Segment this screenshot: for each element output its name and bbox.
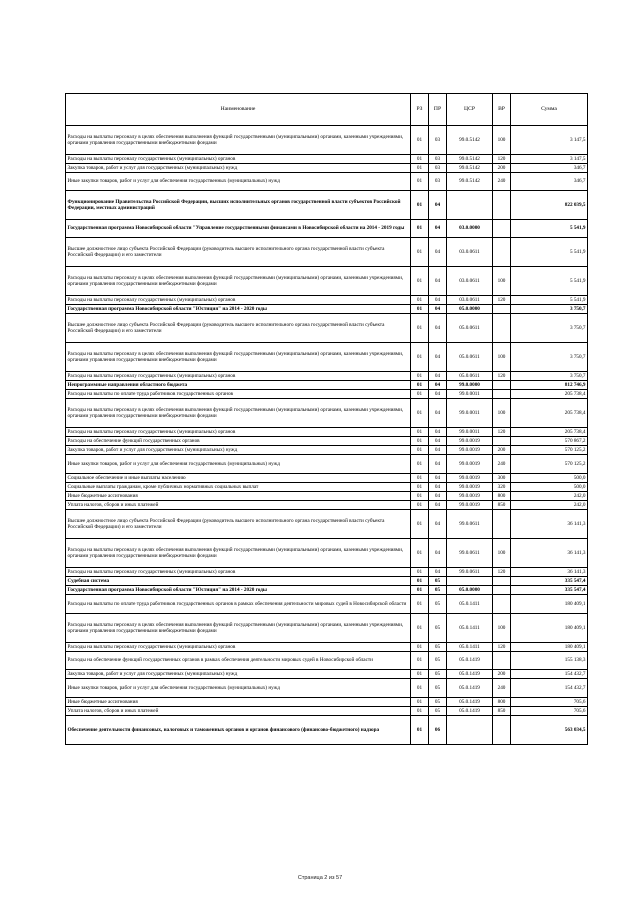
cell-vr [493, 381, 511, 390]
cell-name: Расходы на выплаты по оплате труда работников государственных органов в рамках обеспечения деятельности мировых судей в Новосибирской области [66, 595, 411, 614]
table-row [66, 372, 588, 381]
cell-vr: 850 [493, 501, 511, 510]
cell-csr: 05.0.0000 [447, 305, 493, 314]
cell-csr: 05.0.1419 [447, 670, 493, 679]
cell-vr [493, 390, 511, 399]
cell-sum: 3 750,7 [511, 372, 588, 381]
cell-vr: 240 [493, 173, 511, 191]
cell-rz: 01 [411, 437, 429, 446]
cell-rz: 01 [411, 455, 429, 474]
cell-csr: 99.0.0011 [447, 399, 493, 428]
table-row [66, 586, 588, 595]
cell-name: Иные закупки товаров, работ и услуг для обеспечения государственных (муниципальных) нужд [66, 173, 411, 191]
table-row [66, 716, 588, 745]
cell-csr: 05.0.1411 [447, 643, 493, 652]
cell-vr: 100 [493, 399, 511, 428]
cell-csr: 05.0.1419 [447, 679, 493, 698]
cell-pr: 04 [429, 428, 447, 437]
cell-rz: 01 [411, 191, 429, 220]
cell-vr: 100 [493, 539, 511, 568]
cell-sum: 570 125,2 [511, 455, 588, 474]
cell-name: Высшее должностное лицо субъекта Российской Федерации (руководитель высшего исполнительного органа государственной власти субъекта Российской Федерации) и его заместители [66, 510, 411, 539]
cell-pr: 04 [429, 238, 447, 267]
cell-name: Расходы на выплаты персоналу государственных (муниципальных) органов [66, 428, 411, 437]
cell-pr: 05 [429, 577, 447, 586]
cell-rz: 01 [411, 643, 429, 652]
cell-rz: 01 [411, 399, 429, 428]
cell-name: Государственная программа Новосибирской области "Управление государственными финансами в Новосибирской области на 2014 - 2019 годы [66, 220, 411, 238]
cell-name: Расходы на выплаты по оплате труда работников государственных органов [66, 390, 411, 399]
table-row [66, 267, 588, 296]
cell-sum: 180 409,1 [511, 643, 588, 652]
cell-csr: 03.0.0611 [447, 267, 493, 296]
cell-sum: 346,7 [511, 164, 588, 173]
table-row [66, 492, 588, 501]
cell-rz: 01 [411, 595, 429, 614]
cell-csr [447, 191, 493, 220]
table-row [66, 305, 588, 314]
cell-pr: 04 [429, 399, 447, 428]
cell-pr: 05 [429, 643, 447, 652]
cell-vr: 800 [493, 492, 511, 501]
table-row [66, 428, 588, 437]
budget-table [65, 93, 588, 745]
cell-vr: 120 [493, 372, 511, 381]
cell-pr: 04 [429, 314, 447, 343]
cell-sum: 180 409,1 [511, 595, 588, 614]
cell-pr: 05 [429, 698, 447, 707]
cell-sum: 705,6 [511, 707, 588, 716]
cell-name: Непрограммные направления областного бюджета [66, 381, 411, 390]
table-row [66, 483, 588, 492]
cell-name: Расходы на обеспечение функций государственных органов в рамках обеспечения деятельности мировых судей в Новосибирской области [66, 652, 411, 670]
table-row [66, 399, 588, 428]
cell-vr: 320 [493, 483, 511, 492]
cell-sum: 3 750,7 [511, 305, 588, 314]
cell-name: Государственная программа Новосибирской области "Юстиция" на 2014 - 2020 годы [66, 305, 411, 314]
page-footer: Страница 2 из 57 [297, 875, 343, 881]
cell-csr: 99.0.0011 [447, 390, 493, 399]
cell-rz: 01 [411, 126, 429, 155]
cell-sum: 500,0 [511, 474, 588, 483]
table-row [66, 437, 588, 446]
cell-pr: 05 [429, 679, 447, 698]
cell-sum: 335 547,4 [511, 586, 588, 595]
cell-name: Расходы на выплаты персоналу государственных (муниципальных) органов [66, 372, 411, 381]
cell-name: Расходы на выплаты персоналу государственных (муниципальных) органов [66, 296, 411, 305]
cell-name: Функционирование Правительства Российской Федерации, высших исполнительных органов государственной власти субъектов Российской Федерации, местных администраций [66, 191, 411, 220]
cell-sum: 812 746,9 [511, 381, 588, 390]
cell-name: Иные бюджетные ассигнования [66, 492, 411, 501]
cell-pr: 06 [429, 716, 447, 745]
cell-rz: 01 [411, 267, 429, 296]
cell-rz: 01 [411, 568, 429, 577]
cell-name: Расходы на выплаты персоналу государственных (муниципальных) органов [66, 568, 411, 577]
cell-pr: 04 [429, 446, 447, 455]
cell-sum: 242,0 [511, 501, 588, 510]
cell-vr [493, 220, 511, 238]
cell-rz: 01 [411, 492, 429, 501]
cell-name: Высшее должностное лицо субъекта Российской Федерации (руководитель высшего исполнительного органа государственной власти субъекта Российской Федерации) и его заместители [66, 238, 411, 267]
cell-name: Иные бюджетные ассигнования [66, 698, 411, 707]
cell-rz: 01 [411, 698, 429, 707]
cell-pr: 04 [429, 510, 447, 539]
cell-pr: 04 [429, 381, 447, 390]
cell-vr [493, 652, 511, 670]
table-row [66, 296, 588, 305]
cell-vr [493, 586, 511, 595]
cell-vr: 100 [493, 614, 511, 643]
cell-pr: 05 [429, 652, 447, 670]
cell-rz: 01 [411, 501, 429, 510]
cell-sum: 705,6 [511, 698, 588, 707]
cell-pr: 04 [429, 455, 447, 474]
cell-sum: 242,0 [511, 492, 588, 501]
cell-rz: 01 [411, 372, 429, 381]
cell-pr: 04 [429, 483, 447, 492]
cell-sum: 5 541,9 [511, 267, 588, 296]
cell-name: Судебная система [66, 577, 411, 586]
cell-name: Расходы на выплаты персоналу в целях обеспечения выполнения функций государственными (муниципальными) органами, казенными учреждениями, органами управления государственными внебюджетными фондами [66, 399, 411, 428]
cell-csr: 05.0.1411 [447, 595, 493, 614]
cell-csr: 05.0.0611 [447, 372, 493, 381]
table-row [66, 698, 588, 707]
table-header-row [66, 94, 588, 126]
cell-csr: 05.0.1419 [447, 652, 493, 670]
cell-name: Расходы на выплаты персоналу в целях обеспечения выполнения функций государственными (муниципальными) органами, казенными учреждениями, органами управления государственными внебюджетными фондами [66, 126, 411, 155]
cell-vr: 240 [493, 455, 511, 474]
cell-csr [447, 577, 493, 586]
cell-sum: 155 138,3 [511, 652, 588, 670]
table-row [66, 238, 588, 267]
cell-csr: 99.0.5142 [447, 155, 493, 164]
table-row [66, 501, 588, 510]
cell-csr: 05.0.0000 [447, 586, 493, 595]
cell-sum: 563 034,5 [511, 716, 588, 745]
cell-csr: 99.0.0019 [447, 446, 493, 455]
cell-rz: 01 [411, 155, 429, 164]
cell-vr [493, 305, 511, 314]
cell-vr [493, 314, 511, 343]
cell-csr [447, 716, 493, 745]
cell-csr: 99.0.0611 [447, 510, 493, 539]
cell-name: Закупка товаров, работ и услуг для государственных (муниципальных) нужд [66, 446, 411, 455]
cell-csr: 99.0.0611 [447, 568, 493, 577]
header-vr: ВР [493, 94, 511, 126]
cell-rz: 01 [411, 483, 429, 492]
cell-sum: 205 738,4 [511, 390, 588, 399]
cell-csr: 05.0.0611 [447, 343, 493, 372]
cell-sum: 822 039,5 [511, 191, 588, 220]
cell-name: Высшее должностное лицо субъекта Российской Федерации (руководитель высшего исполнительного органа государственной власти субъекта Российской Федерации) и его заместители [66, 314, 411, 343]
table-row [66, 568, 588, 577]
header-sum: Сумма [511, 94, 588, 126]
cell-sum: 205 738,4 [511, 399, 588, 428]
cell-sum: 205 738,4 [511, 428, 588, 437]
table-row [66, 381, 588, 390]
cell-csr: 99.0.5142 [447, 126, 493, 155]
cell-name: Иные закупки товаров, работ и услуг для обеспечения государственных (муниципальных) нужд [66, 455, 411, 474]
table-row [66, 510, 588, 539]
cell-sum: 5 541,9 [511, 238, 588, 267]
cell-rz: 01 [411, 305, 429, 314]
cell-csr: 03.0.0000 [447, 220, 493, 238]
cell-vr: 120 [493, 643, 511, 652]
table-row [66, 126, 588, 155]
cell-vr: 850 [493, 707, 511, 716]
cell-rz: 01 [411, 586, 429, 595]
cell-name: Расходы на выплаты персоналу государственных (муниципальных) органов [66, 155, 411, 164]
cell-csr: 05.0.1419 [447, 707, 493, 716]
cell-csr: 99.0.0019 [447, 437, 493, 446]
cell-name: Социальные выплаты гражданам, кроме публичных нормативных социальных выплат [66, 483, 411, 492]
header-name: Наименование [66, 94, 411, 126]
cell-csr: 99.0.0019 [447, 501, 493, 510]
table-row [66, 155, 588, 164]
cell-csr: 99.0.0019 [447, 474, 493, 483]
cell-vr: 120 [493, 428, 511, 437]
cell-vr: 120 [493, 155, 511, 164]
cell-rz: 01 [411, 539, 429, 568]
table-body [66, 126, 588, 745]
cell-name: Закупка товаров, работ и услуг для государственных (муниципальных) нужд [66, 164, 411, 173]
cell-vr: 300 [493, 474, 511, 483]
cell-name: Государственная программа Новосибирской области "Юстиция" на 2014 - 2020 годы [66, 586, 411, 595]
cell-rz: 01 [411, 446, 429, 455]
table-row [66, 474, 588, 483]
cell-pr: 04 [429, 501, 447, 510]
cell-csr: 99.0.0611 [447, 539, 493, 568]
table-row [66, 643, 588, 652]
cell-sum: 500,0 [511, 483, 588, 492]
header-rz: РЗ [411, 94, 429, 126]
cell-rz: 01 [411, 652, 429, 670]
cell-vr [493, 510, 511, 539]
cell-pr: 03 [429, 126, 447, 155]
cell-name: Социальное обеспечение и иные выплаты населению [66, 474, 411, 483]
cell-pr: 03 [429, 155, 447, 164]
cell-name: Расходы на выплаты персоналу в целях обеспечения выполнения функций государственными (муниципальными) органами, казенными учреждениями, органами управления государственными внебюджетными фондами [66, 343, 411, 372]
table-row [66, 446, 588, 455]
cell-sum: 3 750,7 [511, 343, 588, 372]
cell-csr: 03.0.0611 [447, 238, 493, 267]
cell-vr [493, 238, 511, 267]
cell-name: Иные закупки товаров, работ и услуг для обеспечения государственных (муниципальных) нужд [66, 679, 411, 698]
cell-rz: 01 [411, 343, 429, 372]
cell-sum: 570 867,2 [511, 437, 588, 446]
cell-name: Закупка товаров, работ и услуг для государственных (муниципальных) нужд [66, 670, 411, 679]
table-row [66, 220, 588, 238]
cell-rz: 01 [411, 238, 429, 267]
cell-name: Расходы на выплаты персоналу в целях обеспечения выполнения функций государственными (муниципальными) органами, казенными учреждениями, органами управления государственными внебюджетными фондами [66, 614, 411, 643]
cell-vr: 100 [493, 267, 511, 296]
cell-rz: 01 [411, 510, 429, 539]
cell-rz: 01 [411, 577, 429, 586]
cell-vr: 800 [493, 698, 511, 707]
table-row [66, 614, 588, 643]
cell-vr [493, 595, 511, 614]
cell-vr: 200 [493, 164, 511, 173]
cell-rz: 01 [411, 716, 429, 745]
header-csr: ЦСР [447, 94, 493, 126]
cell-sum: 335 547,4 [511, 577, 588, 586]
cell-pr: 04 [429, 220, 447, 238]
cell-name: Расходы на обеспечение функций государственных органов [66, 437, 411, 446]
cell-pr: 04 [429, 191, 447, 220]
cell-vr: 120 [493, 568, 511, 577]
cell-name: Расходы на выплаты персоналу в целях обеспечения выполнения функций государственными (муниципальными) органами, казенными учреждениями, органами управления государственными внебюджетными фондами [66, 267, 411, 296]
table-row [66, 173, 588, 191]
cell-pr: 04 [429, 437, 447, 446]
cell-rz: 01 [411, 679, 429, 698]
cell-csr: 03.0.0611 [447, 296, 493, 305]
table-row [66, 455, 588, 474]
cell-sum: 5 541,9 [511, 296, 588, 305]
cell-sum: 570 125,2 [511, 446, 588, 455]
cell-pr: 04 [429, 267, 447, 296]
cell-pr: 03 [429, 164, 447, 173]
cell-rz: 01 [411, 390, 429, 399]
cell-rz: 01 [411, 614, 429, 643]
cell-csr: 99.0.0019 [447, 455, 493, 474]
cell-rz: 01 [411, 428, 429, 437]
cell-csr: 05.0.1419 [447, 698, 493, 707]
cell-pr: 04 [429, 474, 447, 483]
cell-rz: 01 [411, 173, 429, 191]
cell-sum: 3 750,7 [511, 314, 588, 343]
cell-name: Обеспечение деятельности финансовых, налоговых и таможенных органов и органов финансового (финансово-бюджетного) надзора [66, 716, 411, 745]
table-row [66, 577, 588, 586]
cell-vr: 120 [493, 296, 511, 305]
cell-rz: 01 [411, 164, 429, 173]
cell-csr: 99.0.0011 [447, 428, 493, 437]
cell-pr: 04 [429, 305, 447, 314]
cell-csr: 05.0.1411 [447, 614, 493, 643]
cell-sum: 36 141,3 [511, 568, 588, 577]
table-row [66, 595, 588, 614]
cell-vr: 200 [493, 446, 511, 455]
cell-name: Уплата налогов, сборов и иных платежей [66, 501, 411, 510]
cell-sum: 5 541,9 [511, 220, 588, 238]
cell-rz: 01 [411, 707, 429, 716]
cell-pr: 04 [429, 343, 447, 372]
cell-rz: 01 [411, 381, 429, 390]
cell-pr: 03 [429, 173, 447, 191]
cell-pr: 05 [429, 614, 447, 643]
table-row [66, 670, 588, 679]
cell-vr [493, 577, 511, 586]
cell-pr: 05 [429, 707, 447, 716]
cell-csr: 99.0.0019 [447, 492, 493, 501]
document-page [65, 93, 587, 745]
cell-rz: 01 [411, 314, 429, 343]
table-row [66, 679, 588, 698]
cell-pr: 04 [429, 372, 447, 381]
cell-rz: 01 [411, 474, 429, 483]
cell-pr: 05 [429, 586, 447, 595]
cell-rz: 01 [411, 670, 429, 679]
cell-pr: 04 [429, 568, 447, 577]
cell-sum: 180 409,1 [511, 614, 588, 643]
cell-name: Расходы на выплаты персоналу государственных (муниципальных) органов [66, 643, 411, 652]
table-row [66, 343, 588, 372]
cell-sum: 3 147,5 [511, 126, 588, 155]
cell-vr [493, 716, 511, 745]
cell-pr: 04 [429, 539, 447, 568]
cell-vr [493, 191, 511, 220]
cell-sum: 154 432,7 [511, 679, 588, 698]
cell-vr: 100 [493, 343, 511, 372]
cell-pr: 04 [429, 390, 447, 399]
table-row [66, 707, 588, 716]
cell-sum: 154 432,7 [511, 670, 588, 679]
table-row [66, 191, 588, 220]
cell-sum: 346,7 [511, 173, 588, 191]
cell-rz: 01 [411, 220, 429, 238]
cell-pr: 04 [429, 296, 447, 305]
cell-vr: 200 [493, 670, 511, 679]
cell-sum: 36 141,3 [511, 510, 588, 539]
cell-csr: 99.0.0000 [447, 381, 493, 390]
cell-pr: 04 [429, 492, 447, 501]
cell-csr: 99.0.5142 [447, 164, 493, 173]
table-row [66, 390, 588, 399]
table-row [66, 164, 588, 173]
header-pr: ПР [429, 94, 447, 126]
cell-csr: 99.0.5142 [447, 173, 493, 191]
table-row [66, 539, 588, 568]
cell-vr [493, 437, 511, 446]
cell-csr: 99.0.0019 [447, 483, 493, 492]
cell-csr: 05.0.0611 [447, 314, 493, 343]
cell-name: Уплата налогов, сборов и иных платежей [66, 707, 411, 716]
cell-pr: 05 [429, 670, 447, 679]
cell-name: Расходы на выплаты персоналу в целях обеспечения выполнения функций государственными (муниципальными) органами, казенными учреждениями, органами управления государственными внебюджетными фондами [66, 539, 411, 568]
table-row [66, 652, 588, 670]
cell-vr: 240 [493, 679, 511, 698]
cell-rz: 01 [411, 296, 429, 305]
cell-sum: 36 141,3 [511, 539, 588, 568]
cell-pr: 05 [429, 595, 447, 614]
table-row [66, 314, 588, 343]
cell-sum: 3 147,5 [511, 155, 588, 164]
cell-vr: 100 [493, 126, 511, 155]
